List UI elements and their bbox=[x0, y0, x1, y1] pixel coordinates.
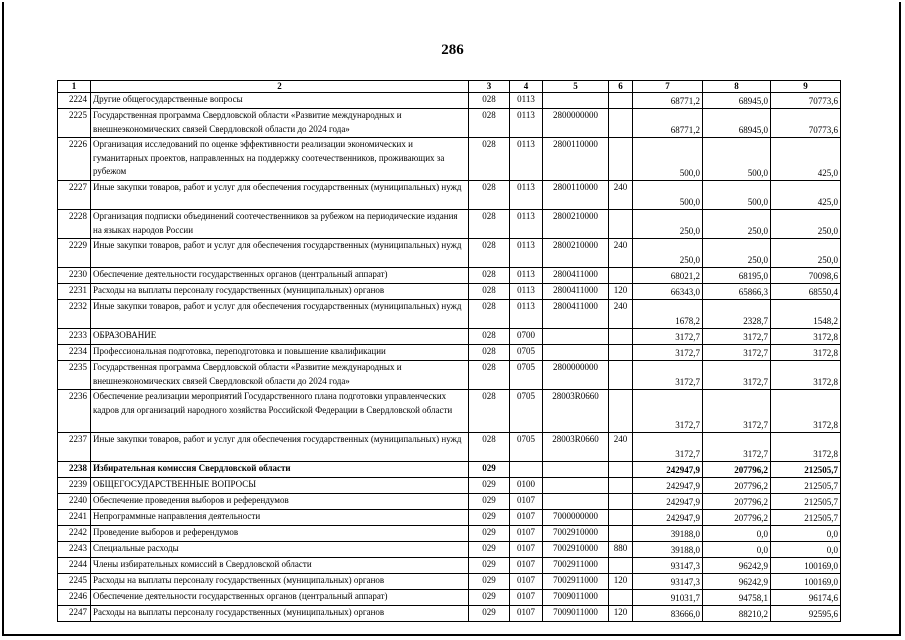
amount-year-2: 96242,9 bbox=[703, 574, 771, 590]
ministry-code: 028 bbox=[469, 390, 510, 433]
target-article-code: 7002910000 bbox=[543, 542, 609, 558]
amount-year-2: 500,0 bbox=[703, 181, 771, 210]
section-code: 0107 bbox=[510, 494, 543, 510]
item-name: Государственная программа Свердловской области «Развитие международных и внешнеэкономических связей Свердловской области до 2024 года» bbox=[91, 109, 469, 138]
ministry-code: 029 bbox=[469, 542, 510, 558]
table-row bbox=[58, 433, 841, 462]
amount-year-1: 3172,7 bbox=[633, 433, 703, 462]
expense-type-code bbox=[609, 558, 633, 574]
row-number: 2237 bbox=[58, 433, 91, 462]
col-header: 1 bbox=[58, 81, 91, 93]
amount-year-2: 3172,7 bbox=[703, 345, 771, 361]
amount-year-3: 0,0 bbox=[771, 542, 841, 558]
section-code: 0705 bbox=[510, 433, 543, 462]
expense-type-code bbox=[609, 390, 633, 433]
amount-year-1: 93147,3 bbox=[633, 574, 703, 590]
table-row bbox=[58, 268, 841, 284]
target-article-code bbox=[543, 345, 609, 361]
section-code: 0113 bbox=[510, 268, 543, 284]
target-article-code bbox=[543, 329, 609, 345]
col-header: 3 bbox=[469, 81, 510, 93]
amount-year-3: 3172,8 bbox=[771, 345, 841, 361]
amount-year-1: 250,0 bbox=[633, 239, 703, 268]
item-name: Государственная программа Свердловской области «Развитие международных и внешнеэкономических связей Свердловской области до 2024 года» bbox=[91, 361, 469, 390]
item-name: Профессиональная подготовка, переподготовка и повышение квалификации bbox=[91, 345, 469, 361]
amount-year-1: 242947,9 bbox=[633, 462, 703, 478]
expense-type-code bbox=[609, 268, 633, 284]
col-header: 6 bbox=[609, 81, 633, 93]
amount-year-1: 242947,9 bbox=[633, 494, 703, 510]
amount-year-3: 3172,8 bbox=[771, 433, 841, 462]
amount-year-3: 250,0 bbox=[771, 239, 841, 268]
item-name: Организация исследований по оценке эффективности реализации экономических и гуманитарных проектов, направленных на поддержку соотечественников, проживающих за рубежом bbox=[91, 138, 469, 181]
amount-year-2: 207796,2 bbox=[703, 494, 771, 510]
amount-year-3: 3172,8 bbox=[771, 361, 841, 390]
amount-year-2: 3172,7 bbox=[703, 329, 771, 345]
ministry-code: 028 bbox=[469, 361, 510, 390]
amount-year-1: 39188,0 bbox=[633, 526, 703, 542]
row-number: 2238 bbox=[58, 462, 91, 478]
table-row bbox=[58, 526, 841, 542]
row-number: 2231 bbox=[58, 284, 91, 300]
item-name: Расходы на выплаты персоналу государственных (муниципальных) органов bbox=[91, 574, 469, 590]
col-header: 2 bbox=[91, 81, 469, 93]
amount-year-1: 39188,0 bbox=[633, 542, 703, 558]
section-code: 0107 bbox=[510, 542, 543, 558]
amount-year-2: 68945,0 bbox=[703, 109, 771, 138]
section-code: 0113 bbox=[510, 138, 543, 181]
expense-type-code: 240 bbox=[609, 433, 633, 462]
ministry-code: 029 bbox=[469, 574, 510, 590]
table-row bbox=[58, 239, 841, 268]
ministry-code: 029 bbox=[469, 494, 510, 510]
amount-year-2: 3172,7 bbox=[703, 361, 771, 390]
header-row bbox=[58, 81, 841, 93]
row-number: 2247 bbox=[58, 606, 91, 622]
ministry-code: 029 bbox=[469, 606, 510, 622]
amount-year-2: 3172,7 bbox=[703, 390, 771, 433]
table-row bbox=[58, 462, 841, 478]
amount-year-3: 0,0 bbox=[771, 526, 841, 542]
target-article-code: 2800411000 bbox=[543, 268, 609, 284]
expense-type-code bbox=[609, 138, 633, 181]
expense-type-code bbox=[609, 210, 633, 239]
ministry-code: 028 bbox=[469, 93, 510, 109]
table-row bbox=[58, 606, 841, 622]
amount-year-1: 68021,2 bbox=[633, 268, 703, 284]
amount-year-3: 212505,7 bbox=[771, 462, 841, 478]
table-row bbox=[58, 93, 841, 109]
amount-year-1: 3172,7 bbox=[633, 390, 703, 433]
target-article-code: 2800411000 bbox=[543, 300, 609, 329]
row-number: 2241 bbox=[58, 510, 91, 526]
ministry-code: 029 bbox=[469, 590, 510, 606]
section-code: 0113 bbox=[510, 284, 543, 300]
amount-year-2: 250,0 bbox=[703, 239, 771, 268]
item-name: Специальные расходы bbox=[91, 542, 469, 558]
ministry-code: 028 bbox=[469, 268, 510, 284]
ministry-code: 028 bbox=[469, 433, 510, 462]
item-name: Обеспечение проведения выборов и референдумов bbox=[91, 494, 469, 510]
section-code: 0107 bbox=[510, 574, 543, 590]
table-row bbox=[58, 478, 841, 494]
section-code: 0705 bbox=[510, 345, 543, 361]
amount-year-2: 500,0 bbox=[703, 138, 771, 181]
section-code: 0107 bbox=[510, 510, 543, 526]
amount-year-1: 68771,2 bbox=[633, 109, 703, 138]
amount-year-2: 68945,0 bbox=[703, 93, 771, 109]
section-code: 0705 bbox=[510, 361, 543, 390]
target-article-code: 2800110000 bbox=[543, 138, 609, 181]
ministry-code: 028 bbox=[469, 329, 510, 345]
table-row bbox=[58, 510, 841, 526]
section-code: 0107 bbox=[510, 590, 543, 606]
expense-type-code bbox=[609, 462, 633, 478]
item-name: Иные закупки товаров, работ и услуг для обеспечения государственных (муниципальных) нужд bbox=[91, 181, 469, 210]
row-number: 2234 bbox=[58, 345, 91, 361]
col-header: 4 bbox=[510, 81, 543, 93]
expense-type-code bbox=[609, 109, 633, 138]
item-name: Члены избирательных комиссий в Свердловской области bbox=[91, 558, 469, 574]
amount-year-2: 207796,2 bbox=[703, 510, 771, 526]
target-article-code bbox=[543, 93, 609, 109]
amount-year-2: 250,0 bbox=[703, 210, 771, 239]
target-article-code: 2800210000 bbox=[543, 239, 609, 268]
amount-year-1: 250,0 bbox=[633, 210, 703, 239]
amount-year-2: 0,0 bbox=[703, 526, 771, 542]
col-header: 8 bbox=[703, 81, 771, 93]
amount-year-2: 96242,9 bbox=[703, 558, 771, 574]
row-number: 2244 bbox=[58, 558, 91, 574]
amount-year-1: 1678,2 bbox=[633, 300, 703, 329]
col-header: 5 bbox=[543, 81, 609, 93]
table-row bbox=[58, 494, 841, 510]
item-name: Иные закупки товаров, работ и услуг для обеспечения государственных (муниципальных) нужд bbox=[91, 433, 469, 462]
item-name: ОБЩЕГОСУДАРСТВЕННЫЕ ВОПРОСЫ bbox=[91, 478, 469, 494]
section-code bbox=[510, 462, 543, 478]
target-article-code: 2800000000 bbox=[543, 361, 609, 390]
amount-year-2: 88210,2 bbox=[703, 606, 771, 622]
amount-year-2: 2328,7 bbox=[703, 300, 771, 329]
amount-year-2: 68195,0 bbox=[703, 268, 771, 284]
amount-year-3: 212505,7 bbox=[771, 478, 841, 494]
amount-year-3: 212505,7 bbox=[771, 510, 841, 526]
section-code: 0113 bbox=[510, 93, 543, 109]
table-row bbox=[58, 284, 841, 300]
item-name: Иные закупки товаров, работ и услуг для обеспечения государственных (муниципальных) нужд bbox=[91, 239, 469, 268]
item-name: Расходы на выплаты персоналу государственных (муниципальных) органов bbox=[91, 284, 469, 300]
target-article-code: 28003R0660 bbox=[543, 433, 609, 462]
expense-type-code bbox=[609, 345, 633, 361]
table-row bbox=[58, 590, 841, 606]
amount-year-1: 83666,0 bbox=[633, 606, 703, 622]
item-name: Иные закупки товаров, работ и услуг для обеспечения государственных (муниципальных) нужд bbox=[91, 300, 469, 329]
amount-year-1: 500,0 bbox=[633, 181, 703, 210]
ministry-code: 028 bbox=[469, 239, 510, 268]
target-article-code: 7009011000 bbox=[543, 606, 609, 622]
section-code: 0700 bbox=[510, 329, 543, 345]
table-row bbox=[58, 109, 841, 138]
amount-year-3: 100169,0 bbox=[771, 574, 841, 590]
amount-year-2: 0,0 bbox=[703, 542, 771, 558]
amount-year-2: 65866,3 bbox=[703, 284, 771, 300]
section-code: 0107 bbox=[510, 606, 543, 622]
row-number: 2240 bbox=[58, 494, 91, 510]
amount-year-3: 70773,6 bbox=[771, 109, 841, 138]
target-article-code: 2800411000 bbox=[543, 284, 609, 300]
row-number: 2243 bbox=[58, 542, 91, 558]
row-number: 2228 bbox=[58, 210, 91, 239]
expense-type-code bbox=[609, 526, 633, 542]
row-number: 2224 bbox=[58, 93, 91, 109]
amount-year-3: 250,0 bbox=[771, 210, 841, 239]
table-row bbox=[58, 300, 841, 329]
target-article-code: 2800110000 bbox=[543, 181, 609, 210]
expense-type-code: 240 bbox=[609, 239, 633, 268]
section-code: 0113 bbox=[510, 181, 543, 210]
ministry-code: 029 bbox=[469, 478, 510, 494]
row-number: 2230 bbox=[58, 268, 91, 284]
table-row bbox=[58, 390, 841, 433]
item-name: Непрограммные направления деятельности bbox=[91, 510, 469, 526]
amount-year-2: 94758,1 bbox=[703, 590, 771, 606]
table-row bbox=[58, 558, 841, 574]
target-article-code bbox=[543, 494, 609, 510]
expense-type-code bbox=[609, 478, 633, 494]
table-row bbox=[58, 574, 841, 590]
table-row bbox=[58, 138, 841, 181]
target-article-code: 2800000000 bbox=[543, 109, 609, 138]
row-number: 2236 bbox=[58, 390, 91, 433]
expense-type-code bbox=[609, 361, 633, 390]
amount-year-3: 70098,6 bbox=[771, 268, 841, 284]
target-article-code: 7002911000 bbox=[543, 574, 609, 590]
ministry-code: 028 bbox=[469, 138, 510, 181]
target-article-code bbox=[543, 478, 609, 494]
section-code: 0100 bbox=[510, 478, 543, 494]
row-number: 2226 bbox=[58, 138, 91, 181]
amount-year-3: 70773,6 bbox=[771, 93, 841, 109]
item-name: Избирательная комиссия Свердловской области bbox=[91, 462, 469, 478]
col-header: 9 bbox=[771, 81, 841, 93]
amount-year-1: 500,0 bbox=[633, 138, 703, 181]
amount-year-3: 92595,6 bbox=[771, 606, 841, 622]
budget-table bbox=[57, 80, 841, 622]
amount-year-1: 242947,9 bbox=[633, 510, 703, 526]
target-article-code: 2800210000 bbox=[543, 210, 609, 239]
amount-year-1: 93147,3 bbox=[633, 558, 703, 574]
amount-year-3: 3172,8 bbox=[771, 329, 841, 345]
item-name: Расходы на выплаты персоналу государственных (муниципальных) органов bbox=[91, 606, 469, 622]
amount-year-2: 207796,2 bbox=[703, 478, 771, 494]
row-number: 2239 bbox=[58, 478, 91, 494]
amount-year-3: 100169,0 bbox=[771, 558, 841, 574]
table-row bbox=[58, 345, 841, 361]
target-article-code: 7002911000 bbox=[543, 558, 609, 574]
amount-year-1: 3172,7 bbox=[633, 329, 703, 345]
expense-type-code: 880 bbox=[609, 542, 633, 558]
amount-year-1: 91031,7 bbox=[633, 590, 703, 606]
ministry-code: 029 bbox=[469, 510, 510, 526]
amount-year-1: 242947,9 bbox=[633, 478, 703, 494]
item-name: Проведение выборов и референдумов bbox=[91, 526, 469, 542]
section-code: 0113 bbox=[510, 109, 543, 138]
amount-year-2: 207796,2 bbox=[703, 462, 771, 478]
ministry-code: 028 bbox=[469, 284, 510, 300]
ministry-code: 028 bbox=[469, 210, 510, 239]
amount-year-3: 3172,8 bbox=[771, 390, 841, 433]
amount-year-1: 3172,7 bbox=[633, 361, 703, 390]
ministry-code: 028 bbox=[469, 345, 510, 361]
expense-type-code: 120 bbox=[609, 574, 633, 590]
item-name: ОБРАЗОВАНИЕ bbox=[91, 329, 469, 345]
section-code: 0113 bbox=[510, 210, 543, 239]
row-number: 2225 bbox=[58, 109, 91, 138]
amount-year-1: 66343,0 bbox=[633, 284, 703, 300]
expense-type-code: 120 bbox=[609, 606, 633, 622]
expense-type-code bbox=[609, 510, 633, 526]
table-row bbox=[58, 329, 841, 345]
row-number: 2229 bbox=[58, 239, 91, 268]
section-code: 0113 bbox=[510, 239, 543, 268]
table-row bbox=[58, 210, 841, 239]
item-name: Другие общегосударственные вопросы bbox=[91, 93, 469, 109]
amount-year-1: 3172,7 bbox=[633, 345, 703, 361]
ministry-code: 029 bbox=[469, 526, 510, 542]
row-number: 2245 bbox=[58, 574, 91, 590]
row-number: 2246 bbox=[58, 590, 91, 606]
ministry-code: 029 bbox=[469, 558, 510, 574]
amount-year-3: 96174,6 bbox=[771, 590, 841, 606]
row-number: 2232 bbox=[58, 300, 91, 329]
item-name: Организация подписки объединений соотечественников за рубежом на периодические издания на языках народов России bbox=[91, 210, 469, 239]
target-article-code bbox=[543, 462, 609, 478]
item-name: Обеспечение деятельности государственных органов (центральный аппарат) bbox=[91, 268, 469, 284]
amount-year-3: 425,0 bbox=[771, 138, 841, 181]
target-article-code: 7002910000 bbox=[543, 526, 609, 542]
item-name: Обеспечение деятельности государственных органов (центральный аппарат) bbox=[91, 590, 469, 606]
ministry-code: 029 bbox=[469, 462, 510, 478]
section-code: 0107 bbox=[510, 558, 543, 574]
row-number: 2233 bbox=[58, 329, 91, 345]
amount-year-2: 3172,7 bbox=[703, 433, 771, 462]
expense-type-code bbox=[609, 93, 633, 109]
amount-year-3: 1548,2 bbox=[771, 300, 841, 329]
section-code: 0113 bbox=[510, 300, 543, 329]
table-row bbox=[58, 542, 841, 558]
expense-type-code: 120 bbox=[609, 284, 633, 300]
expense-type-code bbox=[609, 590, 633, 606]
expense-type-code bbox=[609, 329, 633, 345]
table-row bbox=[58, 181, 841, 210]
target-article-code: 7009011000 bbox=[543, 590, 609, 606]
expense-type-code bbox=[609, 494, 633, 510]
target-article-code: 7000000000 bbox=[543, 510, 609, 526]
row-number: 2242 bbox=[58, 526, 91, 542]
row-number: 2235 bbox=[58, 361, 91, 390]
ministry-code: 028 bbox=[469, 181, 510, 210]
section-code: 0107 bbox=[510, 526, 543, 542]
table-row bbox=[58, 361, 841, 390]
ministry-code: 028 bbox=[469, 300, 510, 329]
expense-type-code: 240 bbox=[609, 181, 633, 210]
amount-year-3: 212505,7 bbox=[771, 494, 841, 510]
section-code: 0705 bbox=[510, 390, 543, 433]
ministry-code: 028 bbox=[469, 109, 510, 138]
page-number: 286 bbox=[441, 42, 464, 58]
row-number: 2227 bbox=[58, 181, 91, 210]
expense-type-code: 240 bbox=[609, 300, 633, 329]
target-article-code: 28003R0660 bbox=[543, 390, 609, 433]
amount-year-3: 425,0 bbox=[771, 181, 841, 210]
item-name: Обеспечение реализации мероприятий Государственного плана подготовки управленческих кадров для организаций народного хозяйства Российской Федерации в Свердловской области bbox=[91, 390, 469, 433]
amount-year-3: 68550,4 bbox=[771, 284, 841, 300]
amount-year-1: 68771,2 bbox=[633, 93, 703, 109]
col-header: 7 bbox=[633, 81, 703, 93]
